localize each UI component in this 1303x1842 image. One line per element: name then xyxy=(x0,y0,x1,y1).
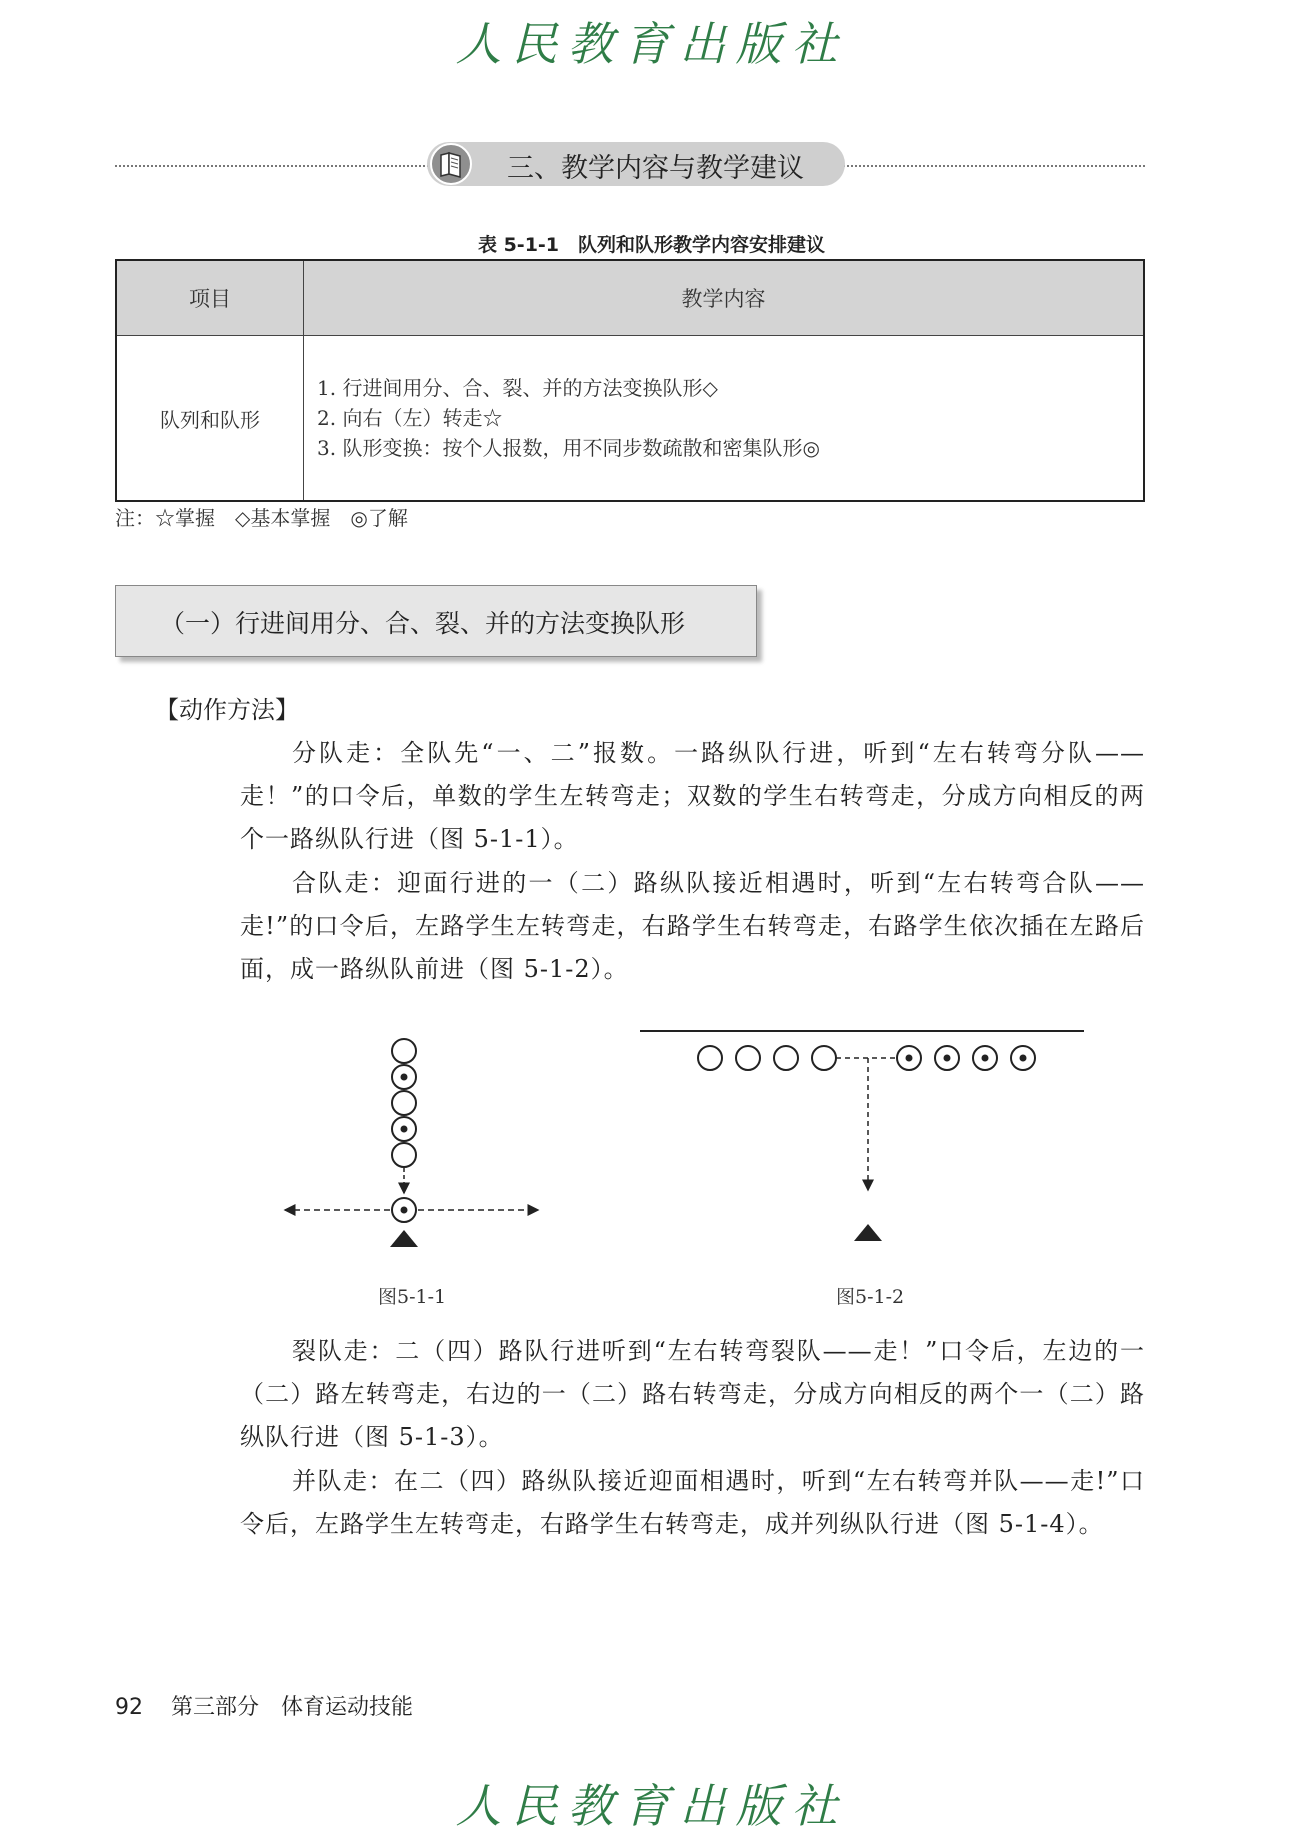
paragraph-split: 分队走：全队先“一、二”报数。一路纵队行进，听到“左右转弯分队——走！”的口令后，单数的学生左转弯走；双数的学生右转弯走，分成方向相反的两个一路纵队行进（图 5-1-1）。 xyxy=(240,739,1145,853)
content-line-1: 1. 行进间用分、合、裂、并的方法变换队形◇ xyxy=(317,376,718,400)
book-icon xyxy=(429,142,473,186)
content-table xyxy=(115,259,1145,502)
section-title: 三、教学内容与教学建议 xyxy=(507,153,804,184)
section-pill xyxy=(427,142,845,186)
left-column-student xyxy=(698,1046,722,1070)
table-caption: 表 5-1-1 队列和队形教学内容安排建议 xyxy=(477,234,826,256)
subsection-heading xyxy=(115,585,757,657)
section-header xyxy=(115,140,1145,190)
row-item-cell: 队列和队形 xyxy=(116,336,304,502)
table-header-row xyxy=(116,260,1144,336)
content-line-3: 3. 队形变换：按个人报数，用不同步数疏散和密集队形◎ xyxy=(317,436,820,460)
header-item: 项目 xyxy=(116,260,304,336)
header-content: 教学内容 xyxy=(304,260,1145,336)
page-number: 92 xyxy=(115,1695,143,1720)
student-odd xyxy=(392,1143,416,1167)
method-heading: 【动作方法】 xyxy=(155,696,299,724)
table-note: 注：☆掌握 ◇基本掌握 ◎了解 xyxy=(115,506,408,530)
paragraph-merge: 合队走：迎面行进的一（二）路纵队接近相遇时，听到“左右转弯合队——走!”的口令后，左路学生左转弯走，右路学生右转弯走，右路学生依次插在左路后面，成一路纵队前进（图 5-1-2）。 xyxy=(240,869,1145,983)
figure-caption-1: 图5-1-1 xyxy=(378,1286,447,1308)
publisher-logo-bottom: 人民教育出版社 xyxy=(455,1779,848,1833)
left-column-student xyxy=(736,1046,760,1070)
left-column-student xyxy=(812,1046,836,1070)
left-column-student xyxy=(774,1046,798,1070)
table-row xyxy=(116,336,1144,502)
row-content-cell xyxy=(304,336,1145,502)
subsection-title: （一）行进间用分、合、裂、并的方法变换队形 xyxy=(160,609,686,638)
paragraph-join-column: 并队走：在二（四）路纵队接近迎面相遇时，听到“左右转弯并队——走!”口令后，左路学生左转弯走，右路学生右转弯走，成并列纵队行进（图 5-1-4）。 xyxy=(240,1467,1145,1538)
student-odd xyxy=(392,1091,416,1115)
publisher-logo-top: 人民教育出版社 xyxy=(455,17,848,71)
part-title: 第三部分 体育运动技能 xyxy=(171,1695,414,1720)
page-footer xyxy=(115,1690,413,1721)
instructor-marker xyxy=(390,1230,418,1247)
figure-caption-2: 图5-1-2 xyxy=(836,1286,905,1308)
paragraph-split-column: 裂队走：二（四）路队行进听到“左右转弯裂队——走！”口令后，左边的一（二）路左转弯走，右边的一（二）路右转弯走，分成方向相反的两个一（二）路纵队行进（图 5-1-3）。 xyxy=(240,1337,1145,1451)
student-odd xyxy=(392,1039,416,1063)
figure-5-1-2-diagram xyxy=(640,1020,1085,1270)
figure-5-1-1-diagram xyxy=(280,1030,550,1260)
content-line-2: 2. 向右（左）转走☆ xyxy=(317,406,503,430)
instructor-marker xyxy=(854,1224,882,1241)
